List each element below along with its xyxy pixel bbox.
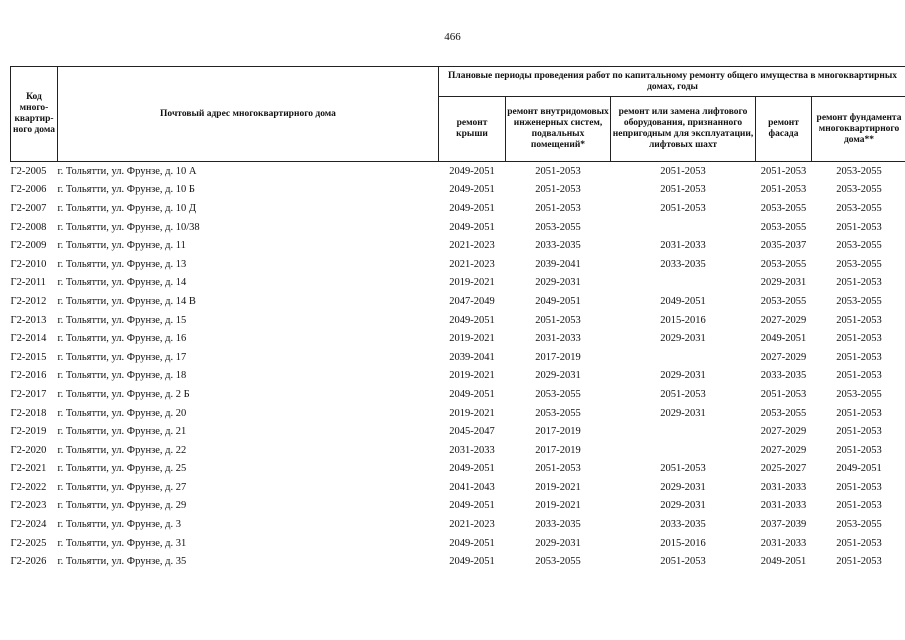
row-systems-period: 2051-2053: [535, 463, 581, 475]
row-code: Г2-2020: [10, 444, 47, 456]
row-elevator-period: 2051-2053: [660, 556, 706, 568]
row-facade-period: 2027-2029: [760, 426, 807, 438]
row-roof-period: 2049-2051: [449, 165, 495, 177]
row-code: Г2-2023: [10, 500, 47, 512]
row-roof-period: 2019-2021: [449, 370, 495, 382]
row-foundation-period: 2051-2053: [836, 370, 882, 382]
header-systems: ремонт внутридомовых инженерных систем, подвальных помещений*: [506, 97, 611, 162]
row-roof-period: 2019-2021: [449, 277, 495, 289]
row-address: г. Тольятти, ул. Фрунзе, д. 22: [57, 444, 187, 456]
table-row: [11, 236, 905, 255]
row-address: г. Тольятти, ул. Фрунзе, д. 27: [57, 481, 187, 493]
row-address: г. Тольятти, ул. Фрунзе, д. 13: [57, 258, 187, 270]
row-code: Г2-2009: [10, 240, 47, 252]
row-address: г. Тольятти, ул. Фрунзе, д. 10 Д: [57, 202, 197, 214]
row-facade-period: 2051-2053: [760, 184, 807, 196]
row-foundation-period: 2053-2055: [836, 202, 882, 214]
row-facade-period: 2033-2035: [760, 370, 807, 382]
row-code: Г2-2013: [10, 314, 47, 326]
table-row: [11, 292, 905, 311]
row-systems-period: 2033-2035: [535, 240, 581, 252]
row-systems-period: 2033-2035: [535, 519, 581, 531]
row-foundation-period: 2053-2055: [836, 388, 882, 400]
row-roof-period: 2019-2021: [449, 333, 495, 345]
row-elevator-period: 2031-2033: [660, 240, 706, 252]
row-code: Г2-2007: [10, 202, 47, 214]
row-code: Г2-2010: [10, 258, 47, 270]
table-row: [11, 422, 905, 441]
table-row: [11, 348, 905, 367]
row-code: Г2-2021: [10, 463, 47, 475]
table-row: [11, 367, 905, 386]
row-address: г. Тольятти, ул. Фрунзе, д. 14 В: [57, 295, 196, 307]
row-roof-period: 2049-2051: [449, 184, 495, 196]
row-systems-period: 2017-2019: [535, 351, 581, 363]
table-row: [11, 162, 905, 181]
row-systems-period: 2017-2019: [535, 426, 581, 438]
row-address: г. Тольятти, ул. Фрунзе, д. 31: [57, 537, 187, 549]
row-facade-period: 2031-2033: [760, 500, 807, 512]
row-facade-period: 2053-2055: [760, 202, 807, 214]
row-code: Г2-2016: [10, 370, 47, 382]
row-foundation-period: 2051-2053: [836, 277, 882, 289]
row-systems-period: 2039-2041: [535, 258, 581, 270]
row-address: г. Тольятти, ул. Фрунзе, д. 10 А: [57, 165, 197, 177]
row-foundation-period: 2051-2053: [836, 556, 882, 568]
row-address: г. Тольятти, ул. Фрунзе, д. 2 Б: [57, 388, 190, 400]
row-elevator-period: 2029-2031: [660, 333, 706, 345]
header-roof: ремонт крыши: [439, 97, 506, 162]
row-code: Г2-2017: [10, 388, 47, 400]
row-address: г. Тольятти, ул. Фрунзе, д. 35: [57, 556, 187, 568]
table-row: [11, 441, 905, 460]
row-code: Г2-2005: [10, 165, 47, 177]
table-row: [11, 255, 905, 274]
row-roof-period: 2021-2023: [449, 258, 495, 270]
row-code: Г2-2012: [10, 295, 47, 307]
row-address: г. Тольятти, ул. Фрунзе, д. 11: [57, 240, 186, 252]
row-roof-period: 2049-2051: [449, 314, 495, 326]
row-systems-period: 2019-2021: [535, 481, 581, 493]
row-address: г. Тольятти, ул. Фрунзе, д. 20: [57, 407, 187, 419]
row-facade-period: 2027-2029: [760, 444, 807, 456]
header-code: Код много-квартир-ного дома: [11, 67, 58, 162]
row-elevator-period: 2049-2051: [660, 295, 706, 307]
table-row: [11, 274, 905, 293]
row-roof-period: 2021-2023: [449, 240, 495, 252]
row-elevator-period: 2015-2016: [660, 537, 706, 549]
row-foundation-period: 2051-2053: [836, 500, 882, 512]
row-roof-period: 2021-2023: [449, 519, 495, 531]
row-systems-period: 2051-2053: [535, 314, 581, 326]
row-roof-period: 2049-2051: [449, 202, 495, 214]
row-facade-period: 2029-2031: [760, 277, 807, 289]
table-row: [11, 311, 905, 330]
row-foundation-period: 2053-2055: [836, 240, 882, 252]
header-periods-group: Плановые периоды проведения работ по капитальному ремонту общего имущества в многоквартирных домах, годы: [439, 67, 905, 97]
row-systems-period: 2053-2055: [535, 388, 581, 400]
row-roof-period: 2041-2043: [449, 481, 495, 493]
row-facade-period: 2053-2055: [760, 407, 807, 419]
row-elevator-period: [611, 218, 756, 237]
row-facade-period: 2027-2029: [760, 314, 807, 326]
table-row: [11, 385, 905, 404]
table-row: [11, 404, 905, 423]
row-foundation-period: 2051-2053: [836, 221, 882, 233]
row-facade-period: 2049-2051: [760, 556, 807, 568]
table-row: [11, 478, 905, 497]
row-elevator-period: [611, 441, 756, 460]
row-code: Г2-2008: [10, 221, 47, 233]
table-header: [11, 67, 905, 162]
repair-schedule-table: [10, 66, 905, 571]
row-address: г. Тольятти, ул. Фрунзе, д. 15: [57, 314, 187, 326]
row-address: г. Тольятти, ул. Фрунзе, д. 25: [57, 463, 187, 475]
row-code: Г2-2022: [10, 481, 47, 493]
row-elevator-period: 2051-2053: [660, 202, 706, 214]
row-elevator-period: [611, 422, 756, 441]
row-address: г. Тольятти, ул. Фрунзе, д. 29: [57, 500, 187, 512]
row-roof-period: 2019-2021: [449, 407, 495, 419]
row-roof-period: 2049-2051: [449, 463, 495, 475]
table-row: [11, 460, 905, 479]
row-roof-period: 2049-2051: [449, 556, 495, 568]
row-elevator-period: 2029-2031: [660, 500, 706, 512]
row-address: г. Тольятти, ул. Фрунзе, д. 16: [57, 333, 187, 345]
row-facade-period: 2051-2053: [760, 165, 807, 177]
row-roof-period: 2049-2051: [449, 221, 495, 233]
row-elevator-period: 2033-2035: [660, 519, 706, 531]
row-foundation-period: 2051-2053: [836, 444, 882, 456]
row-elevator-period: 2015-2016: [660, 314, 706, 326]
row-systems-period: 2051-2053: [535, 165, 581, 177]
row-address: г. Тольятти, ул. Фрунзе, д. 21: [57, 426, 187, 438]
table-row: [11, 515, 905, 534]
row-systems-period: 2053-2055: [535, 556, 581, 568]
row-foundation-period: 2053-2055: [836, 519, 882, 531]
row-systems-period: 2029-2031: [535, 277, 581, 289]
row-facade-period: 2037-2039: [760, 519, 807, 531]
header-facade: ремонт фасада: [756, 97, 812, 162]
row-code: Г2-2024: [10, 519, 47, 531]
row-elevator-period: 2051-2053: [660, 165, 706, 177]
row-address: г. Тольятти, ул. Фрунзе, д. 18: [57, 370, 187, 382]
row-elevator-period: 2051-2053: [660, 463, 706, 475]
row-systems-period: 2053-2055: [535, 407, 581, 419]
row-foundation-period: 2049-2051: [836, 463, 882, 475]
row-address: г. Тольятти, ул. Фрунзе, д. 17: [57, 351, 187, 363]
row-address: г. Тольятти, ул. Фрунзе, д. 10/38: [57, 221, 200, 233]
row-code: Г2-2018: [10, 407, 47, 419]
row-facade-period: 2049-2051: [760, 333, 807, 345]
table-row: [11, 181, 905, 200]
row-elevator-period: 2029-2031: [660, 481, 706, 493]
row-facade-period: 2053-2055: [760, 221, 807, 233]
row-elevator-period: 2029-2031: [660, 407, 706, 419]
row-facade-period: 2051-2053: [760, 388, 807, 400]
row-systems-period: 2053-2055: [535, 221, 581, 233]
row-foundation-period: 2053-2055: [836, 184, 882, 196]
row-roof-period: 2031-2033: [449, 444, 495, 456]
header-foundation: ремонт фундамента многоквартирного дома**: [812, 97, 905, 162]
row-address: г. Тольятти, ул. Фрунзе, д. 10 Б: [57, 184, 195, 196]
table-row: [11, 497, 905, 516]
row-systems-period: 2029-2031: [535, 537, 581, 549]
row-roof-period: 2039-2041: [449, 351, 495, 363]
table-row: [11, 329, 905, 348]
row-foundation-period: 2051-2053: [836, 351, 882, 363]
row-roof-period: 2045-2047: [449, 426, 495, 438]
row-foundation-period: 2051-2053: [836, 426, 882, 438]
header-elevator: ремонт или замена лифтового оборудования, признанного непригодным для эксплуатации, лифтовых шахт: [611, 97, 756, 162]
row-elevator-period: [611, 348, 756, 367]
row-code: Г2-2025: [10, 537, 47, 549]
row-elevator-period: 2033-2035: [660, 258, 706, 270]
row-foundation-period: 2051-2053: [836, 333, 882, 345]
row-foundation-period: 2053-2055: [836, 258, 882, 270]
row-systems-period: 2029-2031: [535, 370, 581, 382]
row-facade-period: 2035-2037: [760, 240, 807, 252]
table-row: [11, 552, 905, 571]
row-address: г. Тольятти, ул. Фрунзе, д. 3: [57, 519, 181, 531]
row-elevator-period: 2029-2031: [660, 370, 706, 382]
row-elevator-period: 2051-2053: [660, 184, 706, 196]
row-foundation-period: 2051-2053: [836, 314, 882, 326]
row-code: Г2-2011: [10, 277, 46, 289]
row-facade-period: 2053-2055: [760, 295, 807, 307]
row-systems-period: 2051-2053: [535, 184, 581, 196]
row-systems-period: 2031-2033: [535, 333, 581, 345]
row-code: Г2-2015: [10, 351, 47, 363]
row-foundation-period: 2053-2055: [836, 165, 882, 177]
table-row: [11, 199, 905, 218]
row-facade-period: 2031-2033: [760, 537, 807, 549]
table-row: [11, 534, 905, 553]
row-foundation-period: 2051-2053: [836, 407, 882, 419]
row-systems-period: 2019-2021: [535, 500, 581, 512]
row-foundation-period: 2053-2055: [836, 295, 882, 307]
row-systems-period: 2017-2019: [535, 444, 581, 456]
row-code: Г2-2019: [10, 426, 47, 438]
header-address: Почтовый адрес многоквартирного дома: [58, 67, 439, 162]
table-body: [11, 162, 905, 572]
row-roof-period: 2047-2049: [449, 295, 495, 307]
row-systems-period: 2049-2051: [535, 295, 581, 307]
row-systems-period: 2051-2053: [535, 202, 581, 214]
row-roof-period: 2049-2051: [449, 500, 495, 512]
row-elevator-period: 2051-2053: [660, 388, 706, 400]
row-address: г. Тольятти, ул. Фрунзе, д. 14: [57, 277, 187, 289]
row-code: Г2-2026: [10, 556, 47, 568]
row-facade-period: 2027-2029: [760, 351, 807, 363]
row-foundation-period: 2051-2053: [836, 537, 882, 549]
row-code: Г2-2006: [10, 184, 47, 196]
row-facade-period: 2053-2055: [760, 258, 807, 270]
row-facade-period: 2025-2027: [760, 463, 807, 475]
table-row: [11, 218, 905, 237]
page-number: 466: [444, 31, 461, 43]
row-code: Г2-2014: [10, 333, 47, 345]
row-foundation-period: 2051-2053: [836, 481, 882, 493]
row-facade-period: 2031-2033: [760, 481, 807, 493]
row-roof-period: 2049-2051: [449, 388, 495, 400]
row-roof-period: 2049-2051: [449, 537, 495, 549]
row-elevator-period: [611, 274, 756, 293]
